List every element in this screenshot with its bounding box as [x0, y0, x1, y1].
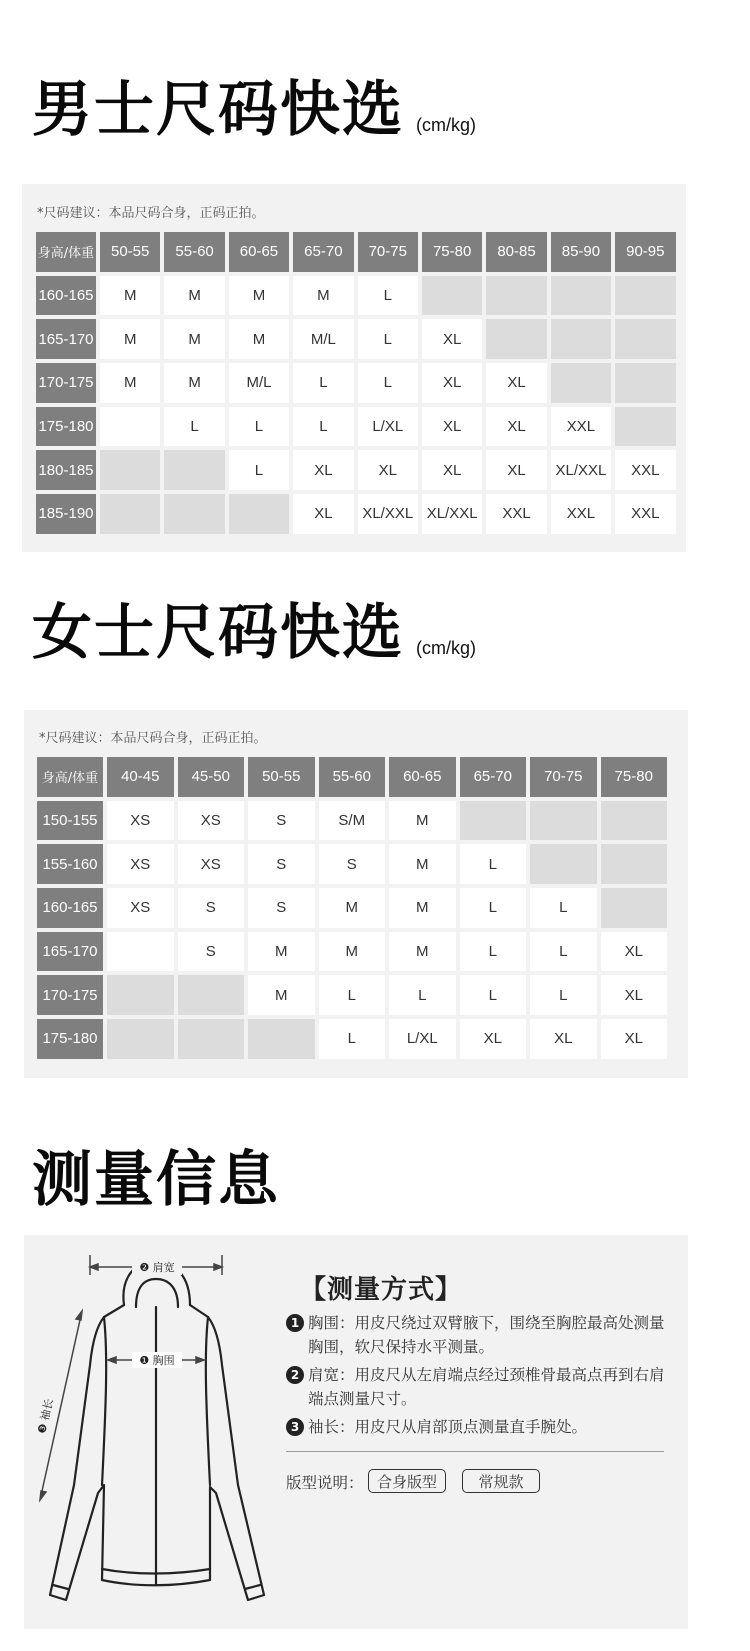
size-cell: XS [178, 801, 245, 841]
size-cell-unavailable [601, 801, 668, 841]
size-cell: S [178, 888, 245, 928]
size-cell: L [460, 932, 527, 972]
size-cell: L [229, 407, 289, 447]
weight-column-header: 50-55 [248, 757, 315, 797]
height-row-header: 175-180 [36, 407, 96, 447]
men-section-title [32, 75, 476, 145]
size-cell-unavailable [551, 319, 611, 359]
height-row-header: 170-175 [36, 363, 96, 403]
size-cell: M [319, 888, 386, 928]
women-title: 女士尺码快选 [32, 598, 404, 668]
size-cell: S [178, 932, 245, 972]
size-cell: XL [486, 450, 546, 490]
size-cell: XL [486, 363, 546, 403]
size-cell: M [293, 276, 353, 316]
weight-column-header: 65-70 [293, 232, 353, 272]
height-row-header: 160-165 [36, 276, 96, 316]
sleeve-label: ❸ 袖长 [35, 1397, 56, 1435]
size-cell-unavailable [615, 363, 675, 403]
height-row-header: 150-155 [37, 801, 103, 841]
size-cell-unavailable [100, 494, 160, 534]
size-cell: XL [358, 450, 418, 490]
size-cell: L [389, 975, 456, 1015]
size-cell: M [389, 932, 456, 972]
size-cell-unavailable [486, 276, 546, 316]
size-cell: XL/XXL [358, 494, 418, 534]
weight-column-header: 45-50 [178, 757, 245, 797]
height-row-header: 175-180 [37, 1019, 103, 1059]
table-corner-header: 身高/体重 [36, 232, 96, 272]
weight-column-header: 50-55 [100, 232, 160, 272]
size-cell: M [389, 801, 456, 841]
height-row-header: 160-165 [37, 888, 103, 928]
size-cell: L [460, 888, 527, 928]
size-cell: L/XL [389, 1019, 456, 1059]
women-section-title [32, 598, 476, 668]
size-cell: L [358, 363, 418, 403]
size-cell: M [229, 276, 289, 316]
size-cell: XXL [551, 494, 611, 534]
weight-column-header: 85-90 [551, 232, 611, 272]
size-cell: XL [422, 450, 482, 490]
size-cell-unavailable [229, 494, 289, 534]
size-cell: XL [601, 1019, 668, 1059]
size-cell: M [229, 319, 289, 359]
height-row-header: 165-170 [36, 319, 96, 359]
measure-item-text: 袖长：用皮尺从肩部顶点测量直手腕处。 [308, 1418, 588, 1436]
height-row-header: 155-160 [37, 844, 103, 884]
size-cell-unavailable [460, 801, 527, 841]
weight-column-header: 90-95 [615, 232, 675, 272]
weight-column-header: 40-45 [107, 757, 174, 797]
size-cell: L [530, 975, 597, 1015]
men-title: 男士尺码快选 [32, 75, 404, 145]
size-cell: S [248, 844, 315, 884]
size-cell: L [293, 363, 353, 403]
women-unit: (cm/kg) [416, 638, 476, 658]
size-cell [107, 932, 174, 972]
size-cell: XL [601, 932, 668, 972]
men-size-note: *尺码建议：本品尺码合身，正码正拍。 [37, 206, 265, 221]
size-cell: XXL [615, 494, 675, 534]
measure-item-chest [286, 1311, 678, 1359]
number-1-icon: 1 [286, 1314, 304, 1332]
size-cell: M [389, 888, 456, 928]
women-size-note: *尺码建议：本品尺码合身，正码正拍。 [39, 731, 267, 746]
weight-column-header: 80-85 [486, 232, 546, 272]
fit-tag-fitted: 合身版型 [368, 1469, 446, 1493]
size-cell: L [319, 1019, 386, 1059]
size-cell: L [460, 975, 527, 1015]
size-cell-unavailable [178, 975, 245, 1015]
fit-label: 版型说明： [286, 1474, 364, 1492]
size-cell: XL/XXL [422, 494, 482, 534]
measure-title: 测量信息 [32, 1145, 280, 1215]
size-cell [100, 407, 160, 447]
size-cell: M [248, 932, 315, 972]
measure-item-shoulder [286, 1363, 678, 1411]
size-cell: M [164, 276, 224, 316]
size-cell: XS [107, 801, 174, 841]
size-cell: XL [460, 1019, 527, 1059]
height-row-header: 165-170 [37, 932, 103, 972]
measure-section-title [32, 1145, 280, 1215]
chest-label: ❶ 胸围 [139, 1354, 175, 1367]
weight-column-header: 55-60 [164, 232, 224, 272]
size-cell: XL [422, 319, 482, 359]
divider [286, 1451, 664, 1452]
height-row-header: 185-190 [36, 494, 96, 534]
size-cell-unavailable [178, 1019, 245, 1059]
size-cell: M [164, 363, 224, 403]
size-cell: M [389, 844, 456, 884]
size-cell: M [100, 363, 160, 403]
size-cell-unavailable [615, 407, 675, 447]
men-unit: (cm/kg) [416, 115, 476, 135]
men-size-table [36, 232, 676, 534]
size-cell: XXL [551, 407, 611, 447]
size-cell-unavailable [551, 363, 611, 403]
size-cell: XXL [486, 494, 546, 534]
weight-column-header: 60-65 [389, 757, 456, 797]
size-cell: XXL [615, 450, 675, 490]
size-cell: XL [422, 407, 482, 447]
size-cell-unavailable [164, 450, 224, 490]
fit-tag-regular: 常规款 [462, 1469, 540, 1493]
size-cell-unavailable [551, 276, 611, 316]
size-cell: XL [293, 450, 353, 490]
size-cell: S/M [319, 801, 386, 841]
size-cell-unavailable [601, 888, 668, 928]
size-cell: XS [178, 844, 245, 884]
size-cell-unavailable [422, 276, 482, 316]
measure-item-sleeve [286, 1415, 678, 1439]
weight-column-header: 75-80 [422, 232, 482, 272]
size-cell-unavailable [530, 844, 597, 884]
size-cell: L [164, 407, 224, 447]
measure-info-panel [24, 1235, 688, 1629]
size-cell: S [319, 844, 386, 884]
measure-method-title: 【测量方式】 [300, 1275, 463, 1305]
size-cell: L [319, 975, 386, 1015]
size-cell: XL [422, 363, 482, 403]
height-row-header: 170-175 [37, 975, 103, 1015]
size-cell: M [248, 975, 315, 1015]
size-cell-unavailable [615, 276, 675, 316]
size-cell: M/L [293, 319, 353, 359]
size-cell-unavailable [530, 801, 597, 841]
size-cell: XL [486, 407, 546, 447]
size-cell-unavailable [615, 319, 675, 359]
size-cell-unavailable [601, 844, 668, 884]
measure-item-text: 胸围：用皮尺绕过双臂腋下，围绕至胸腔最高处测量胸围，软尺保持水平测量。 [308, 1314, 665, 1356]
size-cell-unavailable [107, 975, 174, 1015]
size-cell-unavailable [107, 1019, 174, 1059]
size-cell: L [293, 407, 353, 447]
size-cell: L [229, 450, 289, 490]
shoulder-label: ❷ 肩宽 [139, 1261, 175, 1274]
weight-column-header: 70-75 [358, 232, 418, 272]
number-3-icon: 3 [286, 1418, 304, 1436]
size-cell: XL/XXL [551, 450, 611, 490]
size-cell: M [100, 276, 160, 316]
size-cell: M [319, 932, 386, 972]
size-cell: XL [530, 1019, 597, 1059]
size-cell: L [358, 276, 418, 316]
size-cell-unavailable [486, 319, 546, 359]
size-cell: S [248, 888, 315, 928]
size-cell-unavailable [100, 450, 160, 490]
women-size-table [37, 757, 667, 1059]
size-cell: XS [107, 844, 174, 884]
measure-item-text: 肩宽：用皮尺从左肩端点经过颈椎骨最高点再到右肩端点测量尺寸。 [308, 1366, 665, 1408]
weight-column-header: 70-75 [530, 757, 597, 797]
weight-column-header: 55-60 [319, 757, 386, 797]
jacket-diagram [24, 1235, 274, 1629]
number-2-icon: 2 [286, 1366, 304, 1384]
size-cell: L [460, 844, 527, 884]
size-cell: M/L [229, 363, 289, 403]
size-cell: L/XL [358, 407, 418, 447]
size-cell: M [164, 319, 224, 359]
size-cell: S [248, 801, 315, 841]
size-cell: XL [293, 494, 353, 534]
height-row-header: 180-185 [36, 450, 96, 490]
size-cell: L [530, 888, 597, 928]
size-cell: L [530, 932, 597, 972]
size-cell-unavailable [164, 494, 224, 534]
size-cell: XL [601, 975, 668, 1015]
size-cell: M [100, 319, 160, 359]
size-cell: XS [107, 888, 174, 928]
weight-column-header: 60-65 [229, 232, 289, 272]
table-corner-header: 身高/体重 [37, 757, 103, 797]
weight-column-header: 65-70 [460, 757, 527, 797]
size-cell: L [358, 319, 418, 359]
weight-column-header: 75-80 [601, 757, 668, 797]
size-cell-unavailable [248, 1019, 315, 1059]
